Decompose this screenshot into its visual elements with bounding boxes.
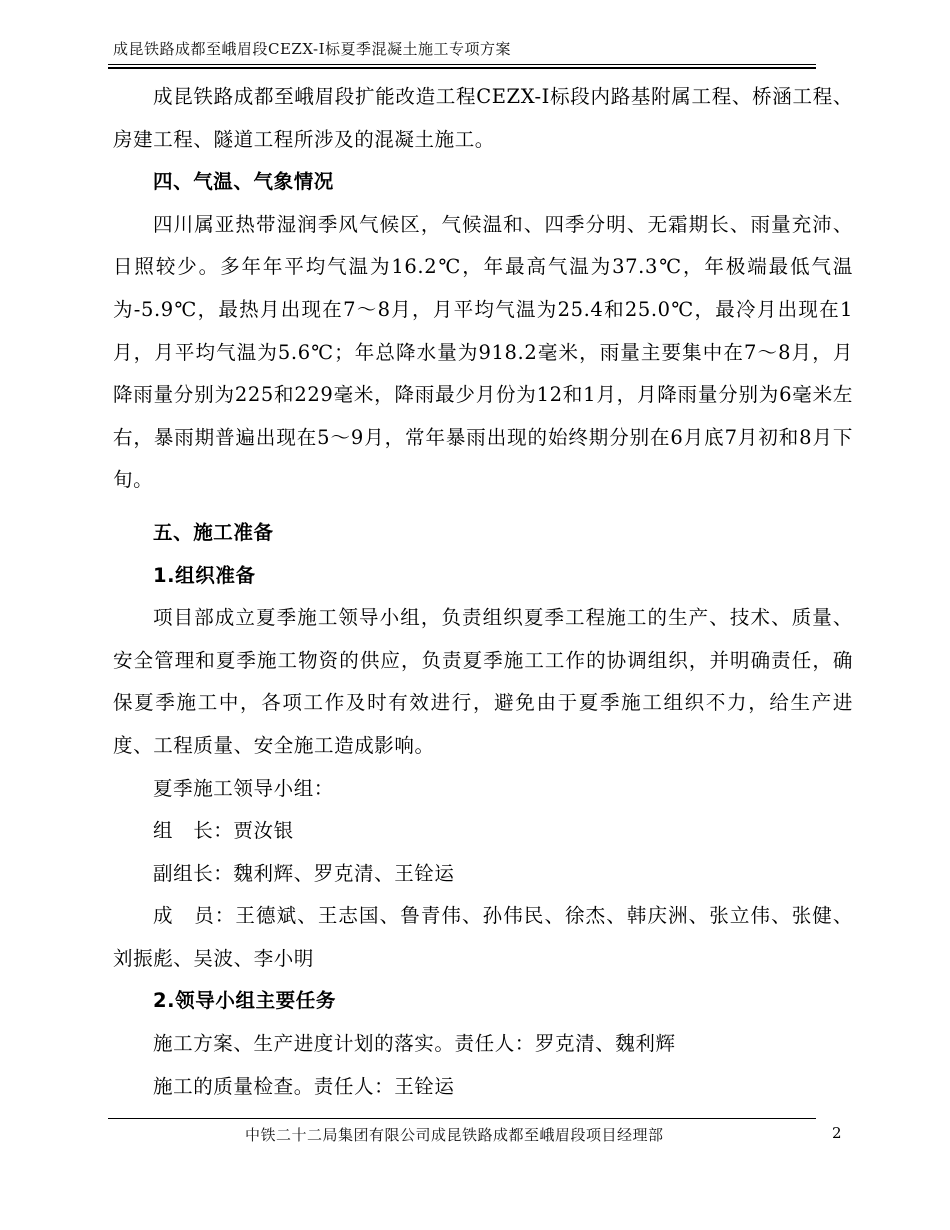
header-rule-thin: [108, 64, 816, 65]
climate-paragraph: 四川属亚热带湿润季风气候区，气候温和、四季分明、无霜期长、雨量充沛、日照较少。多年年平均气温为16.2℃，年最高气温为37.3℃，年极端最低气温为-5.9℃，最热月出现在7～8月，月平均气温为25.4和25.0℃，最冷月出现在1月，月平均气温为5.6℃；年总降水量为918.2毫米，雨量主要集中在7～8月，月降雨量分别为225和229毫米，降雨最少月份为12和1月，月降雨量分别为6毫米左右，暴雨期普遍出现在5～9月，常年暴雨出现的始终期分别在6月底7月初和8月下旬。: [113, 212, 853, 492]
section-gap: [113, 502, 853, 512]
task-plan-line: 施工方案、生产进度计划的落实。责任人：罗克清、魏利辉: [153, 1032, 676, 1056]
organization-paragraph: 项目部成立夏季施工领导小组，负责组织夏季工程施工的生产、技术、质量、安全管理和夏季施工物资的供应，负责夏季施工工作的协调组织，并明确责任，确保夏季施工中，各项工作及时有效进行，避免由于夏季施工组织不力，给生产进度、工程质量、安全施工造成影响。: [113, 606, 853, 757]
subsection-heading-tasks: 2.领导小组主要任务: [153, 989, 336, 1013]
group-leader-line: 组 长：贾汝银: [153, 819, 294, 843]
scope-paragraph: 成昆铁路成都至峨眉段扩能改造工程CEZX-I标段内路基附属工程、桥涵工程、房建工程、隧道工程所涉及的混凝土施工。: [113, 85, 853, 151]
deputy-leader-line: 副组长：魏利辉、罗克清、王铨运: [153, 861, 455, 885]
section-heading-preparation: 五、施工准备: [153, 520, 274, 544]
document-body: [113, 76, 853, 1108]
header-rule-thick: [108, 67, 816, 69]
members-line: 成 员：王德斌、王志国、鲁青伟、孙伟民、徐杰、韩庆洲、张立伟、张健、刘振彪、吴波、李小明: [113, 904, 853, 970]
page-header-title: 成昆铁路成都至峨眉段CEZX-I标夏季混凝土施工专项方案: [113, 40, 511, 58]
footer-rule: [108, 1118, 816, 1119]
task-quality-line: 施工的质量检查。责任人：王铨运: [153, 1074, 455, 1098]
section-heading-climate: 四、气温、气象情况: [153, 170, 334, 194]
page-number: 2: [832, 1124, 842, 1142]
subsection-heading-organization: 1.组织准备: [153, 563, 256, 587]
page-footer-organization: 中铁二十二局集团有限公司成昆铁路成都至峨眉段项目经理部: [245, 1126, 664, 1144]
leadership-group-label: 夏季施工领导小组：: [153, 776, 334, 800]
